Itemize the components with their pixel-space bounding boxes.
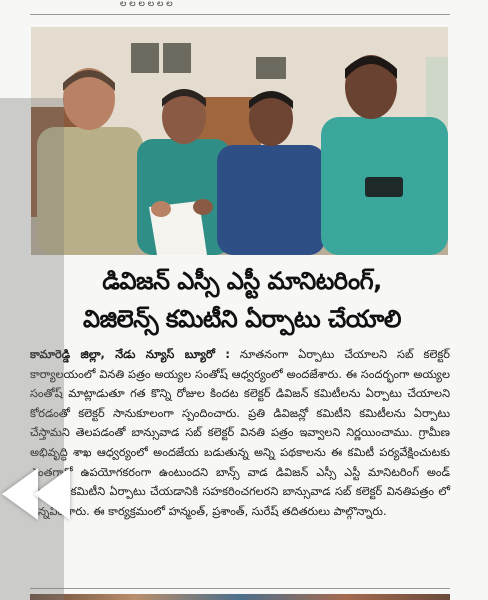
- headline-line-1: డివిజన్ ఎస్సీ ఎస్టీ మానిటరింగ్,: [102, 267, 382, 295]
- byline: కామారెడ్డి జిల్లా, నేడు న్యూస్ బ్యూరో :: [30, 348, 230, 361]
- next-article-photo-strip: [30, 594, 450, 600]
- headline-line-2: విజిలెన్స్ కమిటీని ఏర్పాటు చేయాలి: [83, 305, 401, 333]
- chevron-left-icon[interactable]: [2, 468, 38, 520]
- viewer-side-overlay: [0, 98, 64, 600]
- article-text: నూతనంగా ఏర్పాటు చేయాలని సబ్ కలెక్టర్ కార్యాలయంలో వినతి పత్రం అయ్యల సంతోష్ ఆధ్వర్యంలో అందజేశారు. ఈ సందర్భంగా అయ్యల సంతోష్ మాట్లాడుతూ గత కొన్ని రోజుల కిందట కలెక్టర్ డివిజన్ కమిటీలను ఏర్పాటు చేయాలని కోరడంతో కలెక్టర్ సానుకూలంగా స్పందించారు. ప్రతి డివిజన్లో కమిటీని కమిటీలను ఏర్పాటు చేస్తామని తెలపడంతో బాన్సువాడ సబ్ కలెక్టర్ వినతి పత్రం ఇవ్వాలని నిర్ణయించాము. గ్రామీణ అభివృద్ధి శాఖ ఆధ్వర్యంలో అందజేయ బడుతున్న అన్ని పథకాలను ఈ కమిటీ పర్యవేక్షించుటకు ఎంతగానో ఉపయోగకరంగా ఉంటుందని బాన్స్ వాడ డివిజన్ ఎస్సీ ఎస్టీ మానిటరింగ్ అండ్ విజిలెన్స్ కమిటీని ఏర్పాటు చేయడానికి సహకరించగలరని బాన్సువాడ సబ్ కలెక్టర్ వినతిపత్రం లో విన్నవించారు. ఈ కార్యక్రమంలో హన్మంత్, ప్రశాంత్, సురేష్ తదితరులు పాల్గొన్నారు.: [30, 348, 450, 518]
- bottom-divider: [30, 588, 450, 589]
- headline: [28, 262, 456, 338]
- article-photo: [31, 27, 448, 255]
- top-divider: [30, 14, 450, 15]
- article-body: [30, 345, 450, 521]
- previous-article-fragment: ల ల ల ల ల ల: [120, 0, 173, 8]
- chevron-left-icon[interactable]: [34, 468, 70, 520]
